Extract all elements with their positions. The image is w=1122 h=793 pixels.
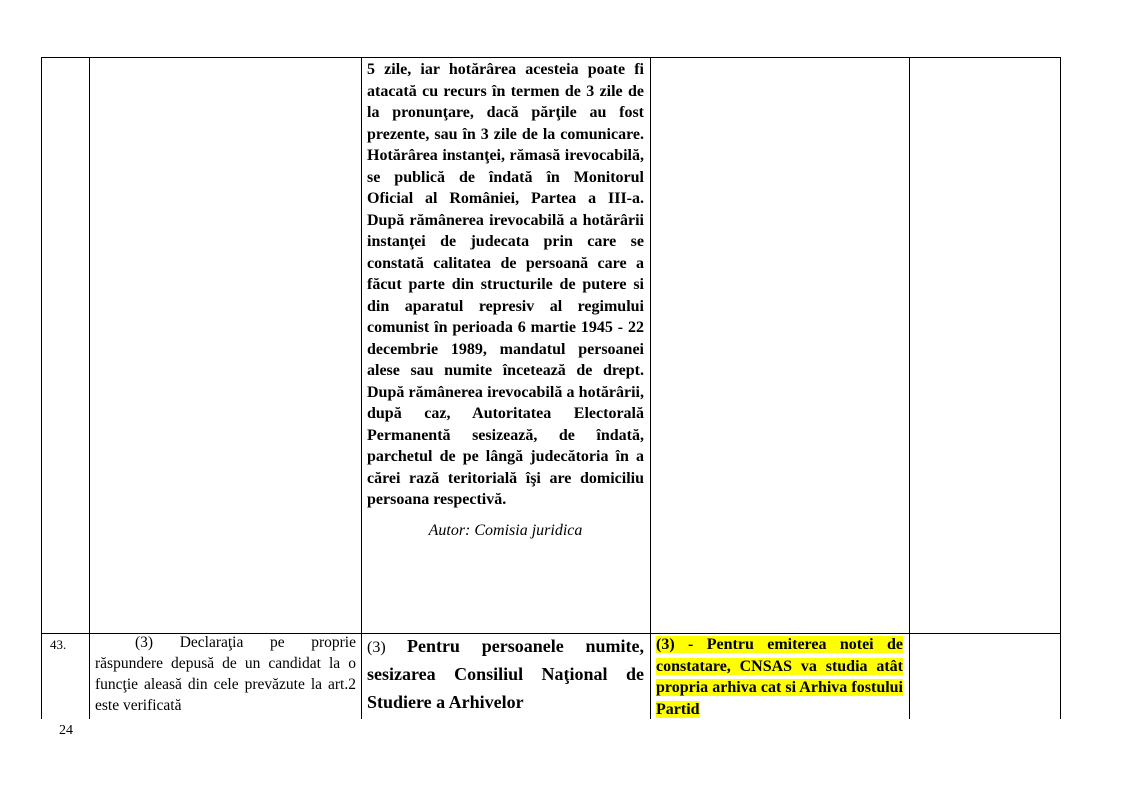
table-top-border — [41, 57, 1061, 58]
row-number: 43. — [50, 637, 67, 652]
author-note: Autor: Comisia juridica — [428, 521, 583, 539]
row-43-col3 — [367, 633, 644, 720]
table-left-border — [41, 57, 42, 719]
row-43-col2-text: (3) Declaraţia pe proprie răspundere depusă de un candidat la o funcţie aleasă din cele prevăzute la art.2 este verificată — [95, 634, 356, 714]
continued-row-col3 — [367, 59, 644, 631]
column-divider-2 — [361, 57, 362, 719]
column-divider-4 — [909, 57, 910, 719]
row-43-col4-highlighted-text: (3) - Pentru emiterea notei de constatare, CNSAS va studia atât propria arhiva cat si Arhiva fostului Partid — [656, 636, 903, 718]
row-43-col2 — [95, 632, 356, 720]
continued-paragraph: 5 zile, iar hotărârea acesteia poate fi atacată cu recurs în termen de 3 zile de la pronunţare, dacă părţile au fost prezente, sau în 3 zile de la comunicare. Hotărârea instanţei, rămasă irevocabilă, se publică de îndată în Monitorul Oficial al României, Partea a III-a. După rămânerea irevocabilă a hotărârii instanţei de judecata prin care se constată calitatea de persoană care a făcut parte din structurile de putere si din aparatul represiv al regimului comunist în perioada 6 martie 1945 - 22 decembrie 1989, mandatul persoanei alese sau numite încetează de drept. După rămânerea irevocabilă a hotărârii, după caz, Autoritatea Electorală Permanentă sesizează, de îndată, parchetul de pe lângă judecătoria în a cărei rază teritorială îşi are domiciliu persoana respectivă. — [367, 61, 644, 508]
column-divider-3 — [650, 57, 651, 719]
column-divider-1 — [89, 57, 90, 719]
page-number: 24 — [59, 723, 73, 738]
row-43-col3-text: Pentru persoanele numite, sesizarea Consiliul Naţional de Studiere a Arhivelor — [367, 636, 644, 712]
row-43-col4 — [656, 634, 903, 720]
table-right-border — [1060, 57, 1061, 719]
row-43-col3-prefix: (3) — [367, 639, 386, 656]
